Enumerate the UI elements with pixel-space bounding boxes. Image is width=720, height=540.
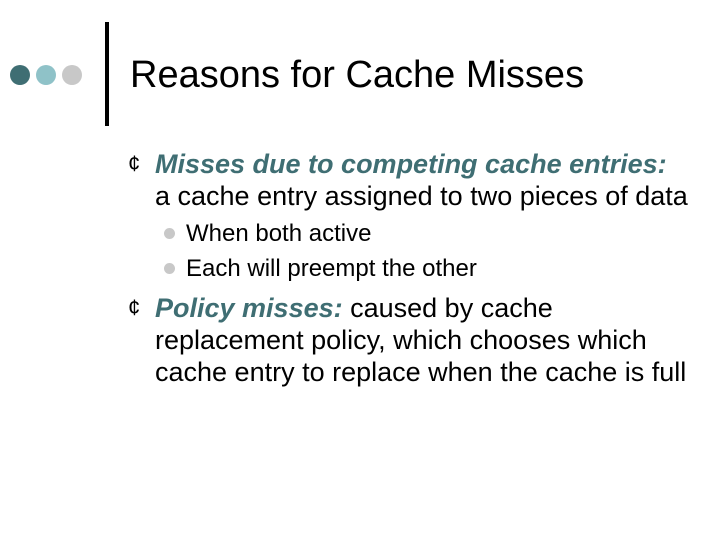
sub-bullet-dot-icon xyxy=(164,263,175,274)
sub-bullet-text: Each will preempt the other xyxy=(186,255,477,282)
bullet-policy-misses xyxy=(128,292,688,388)
decorative-dots xyxy=(10,64,82,86)
gray-dot-icon xyxy=(62,65,82,85)
bullet-term: Policy misses: xyxy=(155,293,343,323)
sub-bullet-list xyxy=(128,216,688,286)
slide-content xyxy=(128,148,688,388)
sub-bullet-text: When both active xyxy=(186,220,372,247)
sub-bullet-dot-icon xyxy=(164,228,175,239)
sub-bullet xyxy=(128,216,688,251)
bullet-marker-icon: ¢ xyxy=(128,295,141,320)
bullet-text: a cache entry assigned to two pieces of data xyxy=(155,181,688,211)
title-divider xyxy=(105,22,109,126)
sub-bullet xyxy=(128,251,688,286)
bullet-competing-entries xyxy=(128,148,688,212)
light-teal-dot-icon xyxy=(36,65,56,85)
bullet-marker-icon: ¢ xyxy=(128,151,141,176)
bullet-term: Misses due to competing cache entries: xyxy=(155,149,667,179)
bullet-text: caused by cache replacement policy, which chooses which cache entry to replace when the cache is full xyxy=(155,293,687,387)
slide-title: Reasons for Cache Misses xyxy=(130,54,585,96)
dark-teal-dot-icon xyxy=(10,65,30,85)
